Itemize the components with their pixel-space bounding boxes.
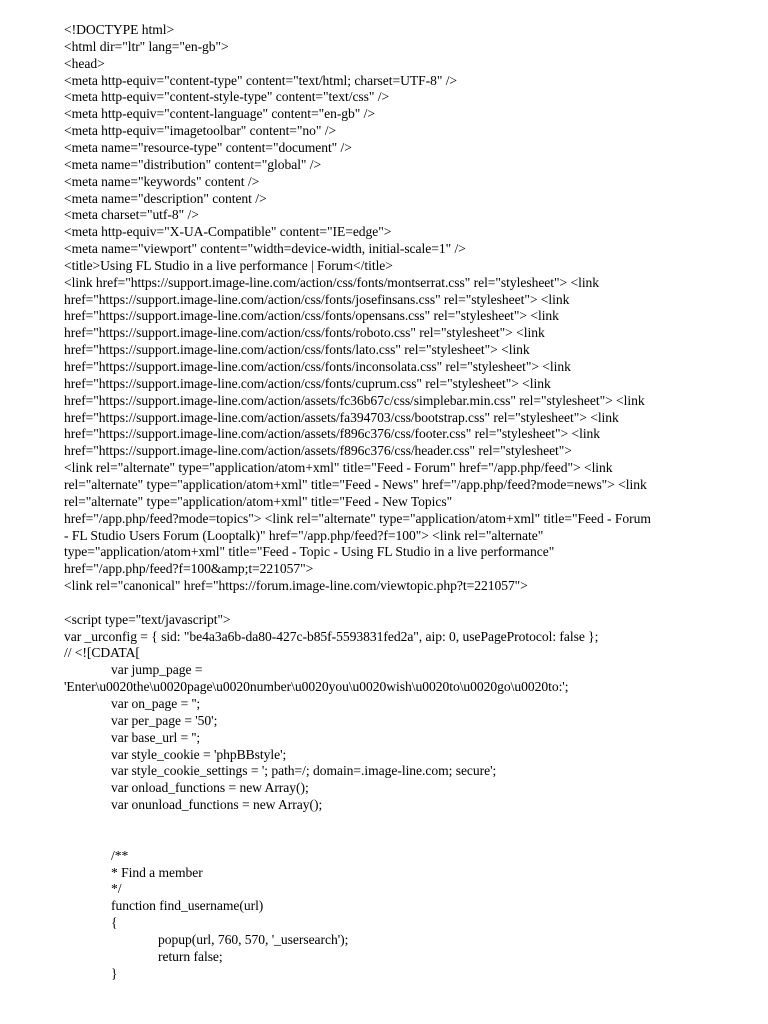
- code-line: href="https://support.image-line.com/action/css/fonts/lato.css" rel="stylesheet"> <link: [64, 342, 530, 358]
- code-line: <meta name="description" content />: [64, 190, 267, 206]
- code-line: <meta http-equiv="X-UA-Compatible" content="IE=edge">: [64, 224, 392, 240]
- code-line: href="/app.php/feed?mode=topics"> <link rel="alternate" type="application/atom+xml" title="Feed - Forum: [64, 510, 651, 526]
- code-line: type="application/atom+xml" title="Feed - Topic - Using FL Studio in a live performance": [64, 544, 555, 560]
- code-line: <meta name="distribution" content="global" />: [64, 156, 322, 172]
- code-line: <title>Using FL Studio in a live performance | Forum</title>: [64, 257, 393, 273]
- code-line: <meta http-equiv="content-style-type" content="text/css" />: [64, 89, 390, 105]
- code-line: function find_username(url): [111, 898, 264, 914]
- code-line: var onunload_functions = new Array();: [111, 797, 323, 813]
- code-line: popup(url, 760, 570, '_usersearch');: [158, 931, 349, 947]
- code-line: <!DOCTYPE html>: [64, 22, 175, 37]
- code-line: {: [111, 915, 118, 931]
- code-line: var on_page = '';: [111, 696, 201, 711]
- code-line: <meta name="resource-type" content="document" />: [64, 139, 352, 155]
- code-line: <script type="text/javascript">: [64, 611, 231, 627]
- code-line: <link href="https://support.image-line.com/action/css/fonts/montserrat.css" rel="stylesheet"> <link: [64, 274, 600, 290]
- code-line: var style_cookie = 'phpBBstyle';: [111, 746, 287, 762]
- code-line: }: [111, 965, 118, 981]
- code-line: href="https://support.image-line.com/action/assets/f896c376/css/header.css" rel="stylesheet">: [64, 443, 572, 459]
- code-line: href="https://support.image-line.com/action/css/fonts/josefinsans.css" rel="stylesheet"> <link: [64, 291, 570, 307]
- code-line: rel="alternate" type="application/atom+xml" title="Feed - News" href="/app.php/feed?mode=news"> <link: [64, 476, 647, 492]
- code-line: /**: [111, 847, 129, 863]
- code-line: <link rel="canonical" href="https://forum.image-line.com/viewtopic.php?t=221057">: [64, 578, 528, 594]
- code-line: <meta name="viewport" content="width=device-width, initial-scale=1" />: [64, 241, 466, 257]
- code-line: return false;: [158, 948, 223, 964]
- code-line: href="https://support.image-line.com/action/css/fonts/inconsolata.css" rel="stylesheet"> <link: [64, 359, 571, 374]
- code-line: // <![CDATA[: [64, 645, 140, 661]
- code-line: <meta http-equiv="content-type" content="text/html; charset=UTF-8" />: [64, 72, 458, 88]
- code-line: href="/app.php/feed?f=100&amp;t=221057">: [64, 561, 314, 577]
- code-line: href="https://support.image-line.com/action/css/fonts/opensans.css" rel="stylesheet"> <link: [64, 308, 559, 324]
- code-line: var jump_page =: [111, 662, 203, 678]
- code-line: */: [111, 881, 122, 897]
- code-line: * Find a member: [111, 864, 203, 880]
- code-line: href="https://support.image-line.com/action/assets/fa394703/css/bootstrap.css" rel="stylesheet"> <link: [64, 409, 619, 425]
- code-line: var style_cookie_settings = '; path=/; domain=.image-line.com; secure';: [111, 763, 497, 779]
- code-line: href="https://support.image-line.com/action/assets/fc36b67c/css/simplebar.min.css" rel="stylesheet"> <link: [64, 392, 645, 408]
- code-line: var base_url = '';: [111, 729, 201, 745]
- code-line: <link rel="alternate" type="application/atom+xml" title="Feed - Forum" href="/app.php/feed"> <link: [64, 460, 613, 476]
- code-line: href="https://support.image-line.com/action/css/fonts/roboto.css" rel="stylesheet"> <link: [64, 325, 545, 341]
- code-line: href="https://support.image-line.com/action/assets/f896c376/css/footer.css" rel="stylesheet"> <link: [64, 426, 601, 442]
- code-line: var per_page = '50';: [111, 712, 218, 728]
- code-line: rel="alternate" type="application/atom+xml" title="Feed - New Topics": [64, 493, 453, 509]
- code-line: <meta name="keywords" content />: [64, 173, 260, 189]
- code-line: 'Enter\u0020the\u0020page\u0020number\u0020you\u0020wish\u0020to\u0020go\u0020to:';: [64, 679, 569, 695]
- code-line: <meta http-equiv="imagetoolbar" content="no" />: [64, 123, 337, 139]
- code-line: - FL Studio Users Forum (Looptalk)" href="/app.php/feed?f=100"> <link rel="alternate": [64, 527, 544, 543]
- code-line: <meta http-equiv="content-language" content="en-gb" />: [64, 106, 375, 122]
- code-line: var _urconfig = { sid: "be4a3a6b-da80-427c-b85f-5593831fed2a", aip: 0, usePageProtocol: false };: [64, 628, 599, 644]
- code-line: <meta charset="utf-8" />: [64, 207, 199, 223]
- code-line: <html dir="ltr" lang="en-gb">: [64, 38, 229, 54]
- code-line: var onload_functions = new Array();: [111, 780, 309, 796]
- code-line: href="https://support.image-line.com/action/css/fonts/cuprum.css" rel="stylesheet"> <link: [64, 375, 551, 391]
- code-line: <head>: [64, 55, 105, 71]
